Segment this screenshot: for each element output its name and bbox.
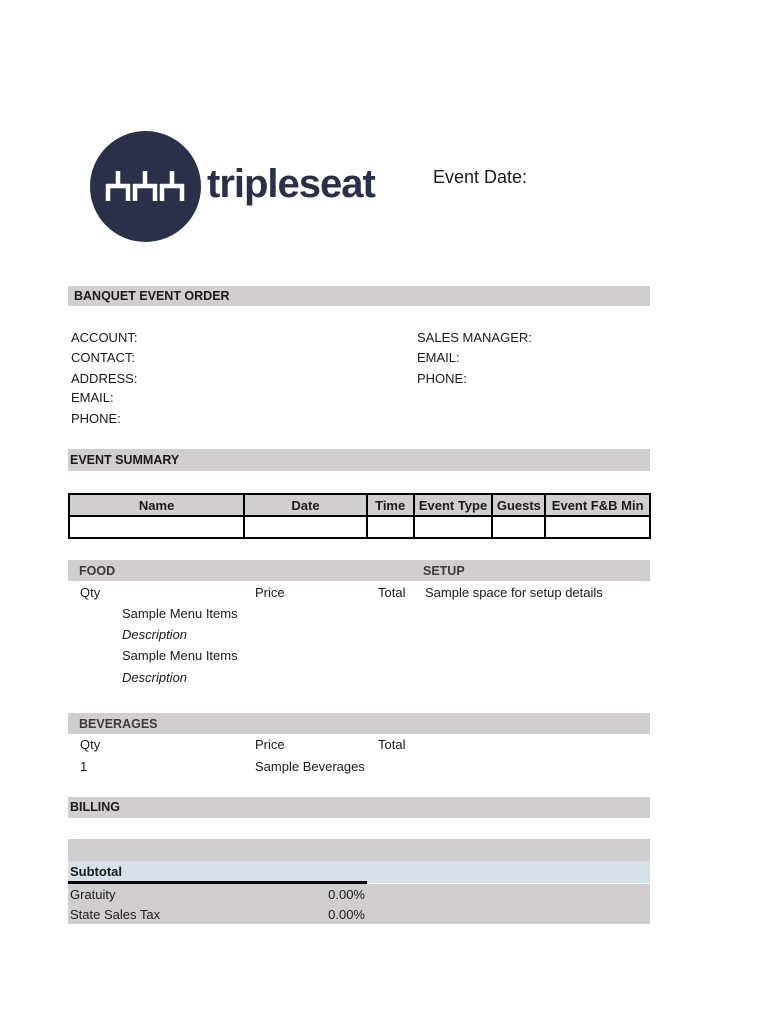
beverages-header [68, 713, 650, 734]
beverages-qty-label: Qty [80, 737, 101, 752]
cell-event-type[interactable] [414, 516, 493, 538]
beverage-qty: 1 [80, 759, 88, 774]
setup-details: Sample space for setup details [425, 585, 603, 600]
event-summary-header [68, 449, 650, 471]
tripleseat-icon [90, 131, 201, 242]
phone-label: PHONE: [71, 411, 121, 426]
beverages-price-label: Price [255, 737, 285, 752]
logo-wordmark: tripleseat [207, 162, 375, 206]
column-header-fb-min: Event F&B Min [545, 494, 650, 516]
manager-email-label: EMAIL: [417, 350, 460, 365]
sales-manager-label: SALES MANAGER: [417, 330, 532, 345]
event-date-label: Event Date: [433, 167, 528, 187]
cell-time[interactable] [367, 516, 414, 538]
beverage-name: Sample Beverages [255, 759, 365, 774]
email-label: EMAIL: [71, 390, 114, 405]
state-sales-tax-label: State Sales Tax [70, 907, 161, 922]
beverages-total-label: Total [378, 737, 406, 752]
billing-blank-row [68, 839, 650, 861]
subtotal-row [68, 861, 650, 883]
gratuity-value: 0.00% [328, 887, 365, 902]
cell-guests[interactable] [492, 516, 545, 538]
section-title: EVENT SUMMARY [70, 453, 180, 467]
logo-mark [90, 131, 201, 242]
section-title: BANQUET EVENT ORDER [74, 289, 230, 303]
section-title: BILLING [70, 800, 120, 814]
column-header-name: Name [69, 494, 244, 516]
column-header-guests: Guests [492, 494, 545, 516]
contact-label: CONTACT: [71, 350, 136, 365]
column-header-time: Time [367, 494, 414, 516]
table-header-row [69, 494, 650, 516]
subtotal-label: Subtotal [70, 864, 122, 879]
menu-item-name: Sample Menu Items [122, 648, 238, 663]
menu-item-name: Sample Menu Items [122, 606, 238, 621]
gratuity-label: Gratuity [70, 887, 116, 902]
food-title: FOOD [79, 564, 116, 578]
event-summary-table [68, 493, 651, 539]
manager-phone-label: PHONE: [417, 371, 467, 386]
cell-fb-min[interactable] [545, 516, 650, 538]
banquet-event-order-header [68, 286, 650, 306]
food-price-label: Price [255, 585, 285, 600]
food-total-label: Total [378, 585, 406, 600]
table-row [69, 516, 650, 538]
billing-header [68, 797, 650, 818]
address-label: ADDRESS: [71, 371, 138, 386]
menu-item-description: Description [122, 627, 188, 642]
section-title: BEVERAGES [79, 717, 158, 731]
setup-title: SETUP [423, 564, 465, 578]
food-qty-label: Qty [80, 585, 101, 600]
column-header-event-type: Event Type [414, 494, 493, 516]
account-label: ACCOUNT: [71, 330, 138, 345]
column-header-date: Date [244, 494, 366, 516]
cell-name[interactable] [69, 516, 244, 538]
menu-item-description: Description [122, 670, 188, 685]
food-setup-header [68, 560, 650, 581]
cell-date[interactable] [244, 516, 366, 538]
state-sales-tax-value: 0.00% [328, 907, 365, 922]
